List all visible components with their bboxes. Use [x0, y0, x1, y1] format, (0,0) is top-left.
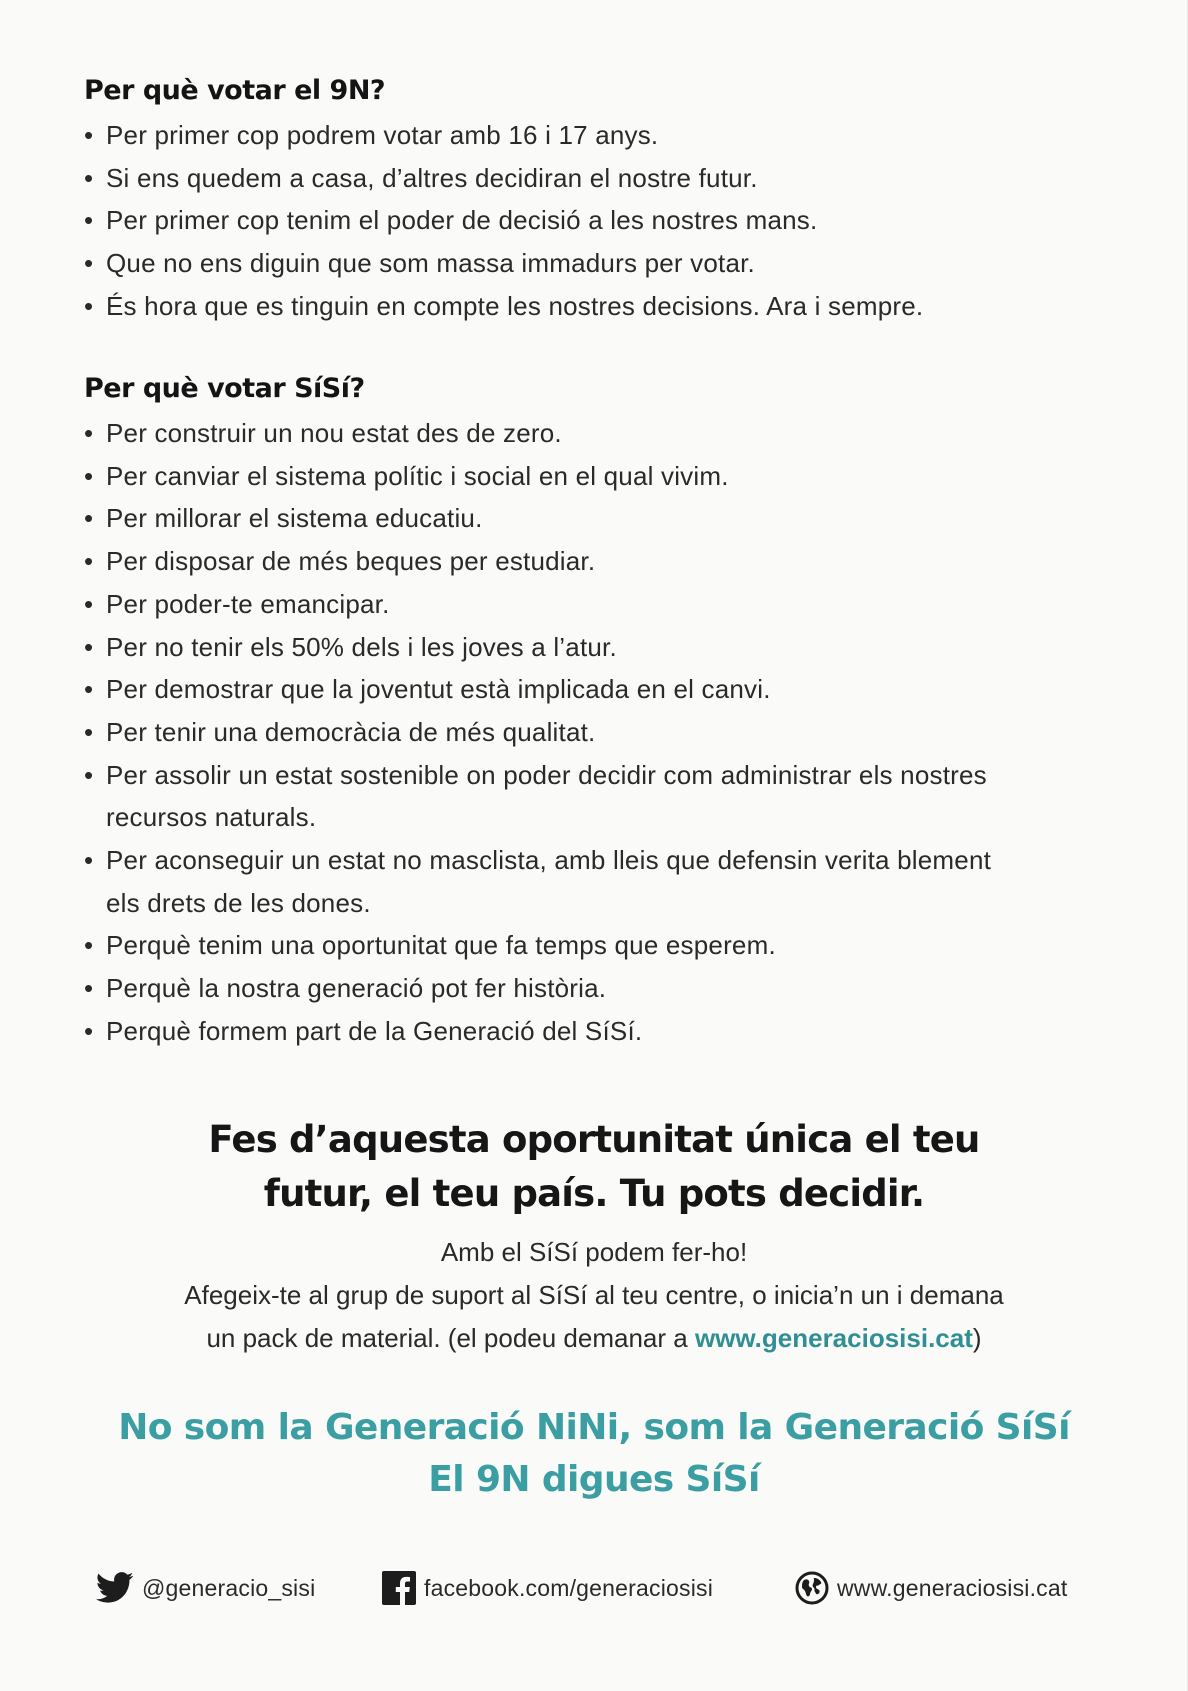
list-item-text: Per assolir un estat sostenible on poder decidir com administrar els nostres recursos naturals. [106, 759, 987, 833]
bullet-dot: • [84, 248, 94, 279]
list-item [84, 412, 1104, 455]
list-item [84, 754, 1104, 839]
bullet-dot: • [84, 631, 94, 662]
slogan-line: El 9N digues SíSí [428, 1459, 760, 1500]
twitter-handle: @generacio_sisi [142, 1574, 316, 1601]
globe-icon [795, 1571, 829, 1605]
list-item [84, 711, 1104, 754]
section-why-vote-sisi [84, 372, 1104, 1053]
list-item [84, 924, 1104, 967]
list-item-text: Que no ens diguin que som massa immadurs per votar. [106, 248, 755, 279]
bullet-dot: • [84, 759, 94, 790]
slogan-line: No som la Generació NiNi, som la Generació SíSí [118, 1407, 1070, 1448]
cta-body [60, 1274, 1128, 1360]
website-link[interactable]: www.generaciosisi.cat [694, 1323, 973, 1353]
list-item-text: Per demostrar que la joventut està implicada en el canvi. [106, 674, 771, 705]
list-item-text: Per canviar el sistema polític i social en el qual vivim. [106, 460, 729, 491]
bullet-dot: • [84, 503, 94, 534]
bullet-dot: • [84, 290, 94, 321]
list-item [84, 1010, 1104, 1053]
cta-title-line: futur, el teu país. Tu pots decidir. [263, 1172, 925, 1215]
bullet-dot: • [84, 205, 94, 236]
website-footer-link[interactable] [795, 1565, 1067, 1611]
list-item-text: Si ens quedem a casa, d’altres decidiran el nostre futur. [106, 162, 758, 193]
list-item [84, 285, 1104, 328]
bullet-dot: • [84, 162, 94, 193]
list-item [84, 455, 1104, 498]
bullet-dot: • [84, 716, 94, 747]
list-item-text: Perquè la nostra generació pot fer història. [106, 973, 607, 1004]
facebook-icon [382, 1571, 416, 1605]
website-url: www.generaciosisi.cat [837, 1574, 1068, 1601]
section-heading: Per què votar el 9N? [84, 75, 386, 106]
list-item-text: Perquè tenim una oportunitat que fa temps que esperem. [106, 930, 776, 961]
bullet-list [84, 412, 1104, 1053]
list-item [84, 199, 1104, 242]
bullet-dot: • [84, 930, 94, 961]
list-item [84, 967, 1104, 1010]
footer-social-links [0, 1565, 1188, 1611]
cta-body-prefix: un pack de material. (el podeu demanar a [206, 1323, 695, 1353]
list-item-text: Per construir un nou estat des de zero. [106, 418, 562, 448]
cta-body-suffix: ) [972, 1323, 982, 1353]
facebook-link[interactable] [382, 1565, 713, 1611]
list-item-text: Per primer cop tenim el poder de decisió a les nostres mans. [106, 205, 818, 236]
bullet-dot: • [84, 418, 94, 448]
section-heading: Per què votar SíSí? [84, 373, 365, 404]
list-item-text: És hora que es tinguin en compte les nostres decisions. Ara i sempre. [106, 290, 924, 321]
list-item [84, 839, 1104, 924]
bullet-dot: • [84, 460, 94, 491]
bullet-dot: • [84, 120, 94, 150]
list-item-text: Per no tenir els 50% dels i les joves a l’atur. [106, 631, 617, 662]
list-item [84, 668, 1104, 711]
list-item-text: Per primer cop podrem votar amb 16 i 17 anys. [106, 120, 659, 150]
list-item [84, 242, 1104, 285]
facebook-url: facebook.com/generaciosisi [424, 1574, 714, 1601]
list-item [84, 114, 1104, 157]
list-item [84, 583, 1104, 626]
bullet-dot: • [84, 674, 94, 705]
twitter-link[interactable] [96, 1565, 315, 1611]
cta-subtitle: Amb el SíSí podem fer-ho! [440, 1237, 748, 1267]
twitter-bird-icon [96, 1572, 134, 1604]
list-item-text: Perquè formem part de la Generació del SíSí. [106, 1015, 643, 1046]
cta-title [60, 1113, 1128, 1221]
bullet-dot: • [84, 588, 94, 619]
section-why-vote-9n [84, 74, 1104, 328]
list-item [84, 540, 1104, 583]
slogan [40, 1402, 1148, 1506]
list-item [84, 626, 1104, 669]
bullet-list [84, 114, 1104, 328]
bullet-dot: • [84, 546, 94, 577]
list-item-text: Per poder-te emancipar. [106, 588, 390, 619]
list-item [84, 497, 1104, 540]
call-to-action [60, 1113, 1128, 1360]
list-item-text: Per disposar de més beques per estudiar. [106, 546, 596, 577]
cta-body-line: Afegeix-te al grup de suport al SíSí al teu centre, o inicia’n un i demana [184, 1280, 1004, 1310]
bullet-dot: • [84, 973, 94, 1004]
list-item-text: Per tenir una democràcia de més qualitat. [106, 716, 596, 747]
cta-title-line: Fes d’aquesta oportunitat única el teu [208, 1118, 980, 1161]
bullet-dot: • [84, 1015, 94, 1046]
list-item-text: Per millorar el sistema educatiu. [106, 503, 483, 534]
bullet-dot: • [84, 845, 94, 876]
list-item [84, 157, 1104, 200]
list-item-text: Per aconseguir un estat no masclista, amb lleis que defensin verita blement els drets de les dones. [106, 845, 992, 918]
